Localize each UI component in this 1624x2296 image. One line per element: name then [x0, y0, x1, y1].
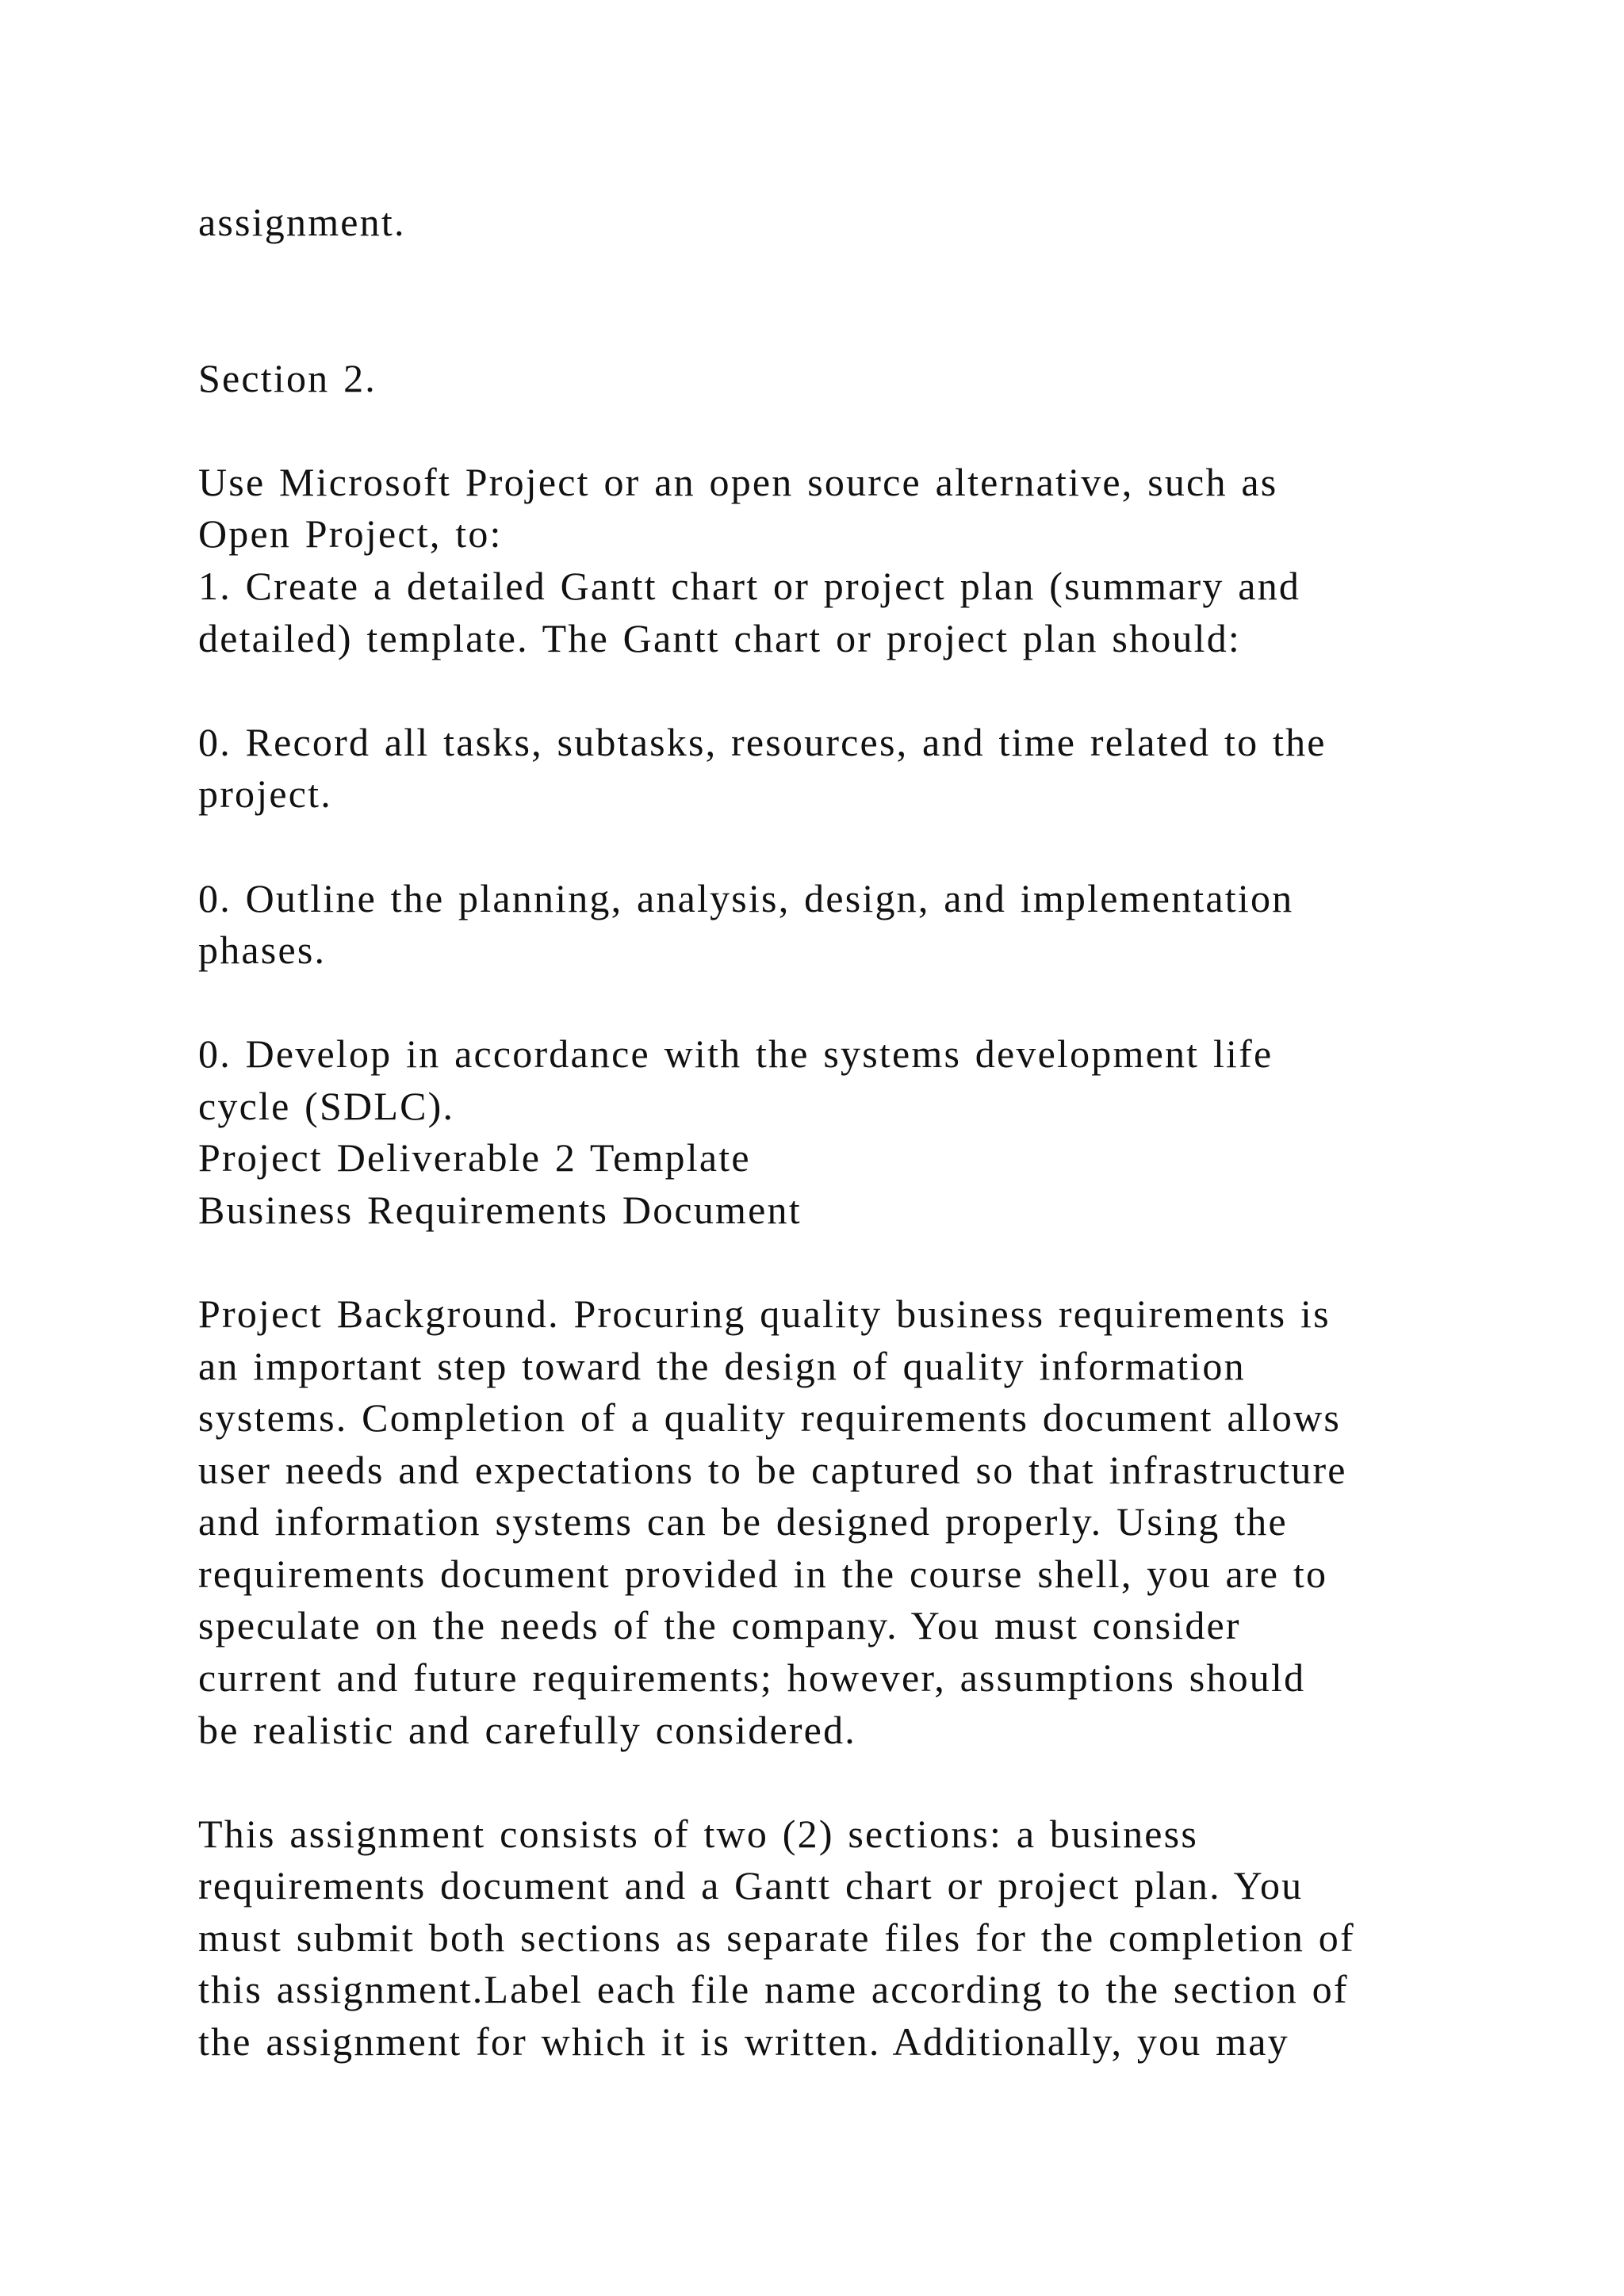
paragraph-line: this assignment.Label each file name according to the section of: [198, 1967, 1349, 2011]
list-item-line: 1. Create a detailed Gantt chart or project plan (summary and: [198, 564, 1301, 608]
paragraph-line: systems. Completion of a quality requirements document allows: [198, 1395, 1342, 1440]
list-item-line: cycle (SDLC).: [198, 1084, 455, 1128]
list-item-line: detailed) template. The Gantt chart or project plan should:: [198, 616, 1241, 660]
list-item-line: 0. Outline the planning, analysis, design, and implementation: [198, 876, 1294, 920]
paragraph-line: must submit both sections as separate files for the completion of: [198, 1915, 1355, 1960]
list-item-line: phases.: [198, 928, 327, 972]
paragraph-line: requirements document and a Gantt chart or project plan. You: [198, 1863, 1304, 1908]
template-title: Project Deliverable 2 Template: [198, 1135, 751, 1180]
paragraph-line: current and future requirements; however, assumptions should: [198, 1655, 1306, 1700]
paragraph-line: the assignment for which it is written. Additionally, you may: [198, 2019, 1289, 2064]
paragraph-line: speculate on the needs of the company. You must consider: [198, 1603, 1241, 1647]
paragraph-line: and information systems can be designed properly. Using the: [198, 1499, 1288, 1544]
paragraph-line: an important step toward the design of quality information: [198, 1344, 1246, 1388]
text-line: assignment.: [198, 200, 406, 244]
section-heading: Section 2.: [198, 356, 377, 400]
paragraph-line: user needs and expectations to be captured so that infrastructure: [198, 1448, 1347, 1492]
paragraph-line: Project Background. Procuring quality business requirements is: [198, 1292, 1331, 1336]
text-line: Open Project, to:: [198, 511, 503, 556]
document-title: Business Requirements Document: [198, 1188, 802, 1232]
text-line: Use Microsoft Project or an open source alternative, such as: [198, 460, 1278, 504]
paragraph-line: This assignment consists of two (2) sections: a business: [198, 1812, 1198, 1856]
paragraph-line: be realistic and carefully considered.: [198, 1708, 856, 1752]
list-item-line: 0. Develop in accordance with the systems development life: [198, 1031, 1274, 1076]
list-item-line: 0. Record all tasks, subtasks, resources, and time related to the: [198, 720, 1327, 764]
list-item-line: project.: [198, 771, 332, 816]
paragraph-line: requirements document provided in the course shell, you are to: [198, 1552, 1328, 1596]
